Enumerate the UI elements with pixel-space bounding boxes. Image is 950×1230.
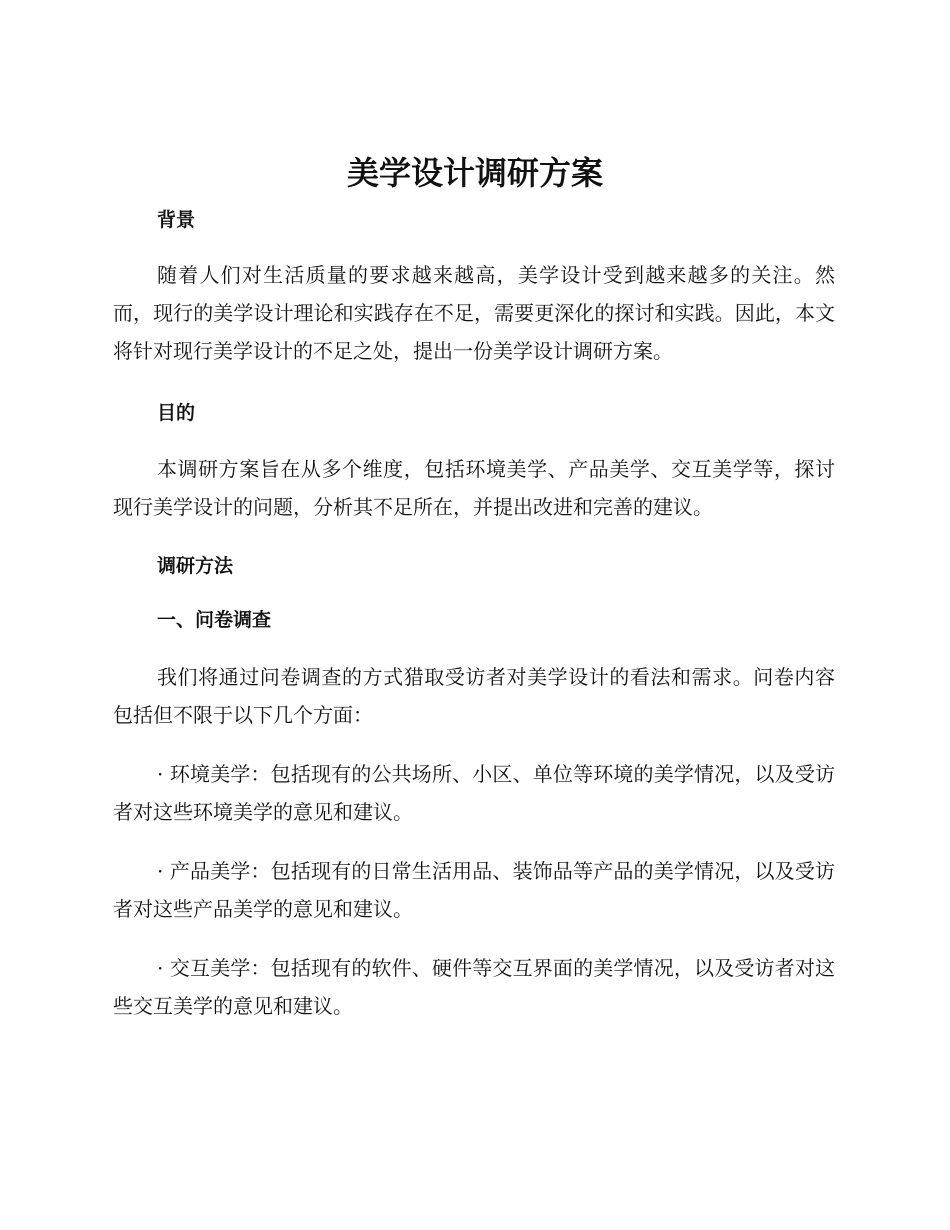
document-title: 美学设计调研方案 (346, 154, 603, 192)
subheading-questionnaire: 一、问卷调查 (157, 609, 272, 631)
paragraph-background: 随着人们对生活质量的要求越来越高，美学设计受到越来越多的关注。然而，现行的美学设计理论和实践存在不足，需要更深化的探讨和实践。因此，本文将针对现行美学设计的不足之处，提出一份美学设计调研方案。 (113, 263, 835, 363)
heading-method: 调研方法 (157, 555, 234, 577)
heading-purpose: 目的 (157, 402, 196, 424)
paragraph-purpose: 本调研方案旨在从多个维度，包括环境美学、产品美学、交互美学等，探讨现行美学设计的问题，分析其不足所在，并提出改进和完善的建议。 (113, 457, 835, 519)
paragraph-method-intro: 我们将通过问卷调查的方式猎取受访者对美学设计的看法和需求。问卷内容包括但不限于以下几个方面： (113, 665, 835, 727)
list-item-interaction: · 交互美学：包括现有的软件、硬件等交互界面的美学情况，以及受访者对这些交互美学的意见和建议。 (113, 956, 835, 1018)
heading-background: 背景 (157, 209, 196, 231)
list-item-product: · 产品美学：包括现有的日常生活用品、装饰品等产品的美学情况，以及受访者对这些产品美学的意见和建议。 (113, 859, 835, 921)
list-item-environment: · 环境美学：包括现有的公共场所、小区、单位等环境的美学情况，以及受访者对这些环境美学的意见和建议。 (113, 762, 835, 824)
